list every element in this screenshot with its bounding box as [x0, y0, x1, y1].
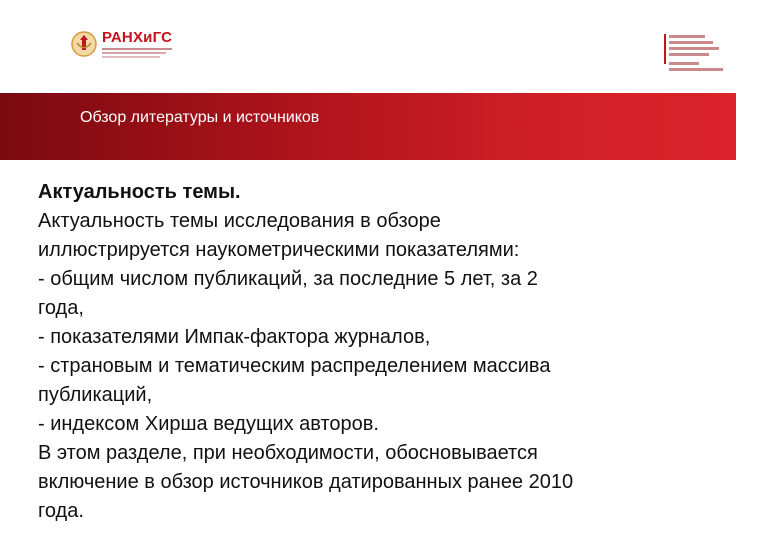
body-line: включение в обзор источников датированных ранее 2010: [38, 471, 574, 493]
body-line: года.: [38, 500, 84, 522]
logo-subtext-line: [102, 52, 166, 54]
logo-line: [669, 35, 705, 38]
body-line: иллюстрируется наукометрическими показателями:: [38, 239, 520, 261]
body-line: - показателями Импак-фактора журналов,: [38, 326, 431, 348]
slide-title: Обзор литературы и источников: [80, 109, 320, 126]
section-heading: Актуальность темы.: [38, 181, 241, 203]
body-line: - страновым и тематическим распределением массива: [38, 355, 551, 377]
ranepa-logo: [70, 30, 172, 58]
body-line: - общим числом публикаций, за последние 5 лет, за 2: [38, 268, 538, 290]
logo-lines: [669, 34, 723, 71]
logo-subtext-line: [102, 56, 160, 58]
body-line: В этом разделе, при необходимости, обосновывается: [38, 442, 538, 464]
body-line: - индексом Хирша ведущих авторов.: [38, 413, 379, 435]
logo-bar: [664, 34, 666, 64]
body-line: года,: [38, 297, 84, 319]
logo-line: [669, 68, 723, 71]
ranepa-emblem-icon: [70, 30, 98, 58]
logo-line: [669, 41, 713, 44]
logo-line: [669, 47, 719, 50]
logo-line: [669, 53, 709, 56]
slide-body: [38, 178, 738, 526]
body-line: публикаций,: [38, 384, 153, 406]
logo-brand-text: РАНХиГС: [102, 29, 173, 46]
logo-subtext-line: [102, 48, 172, 50]
body-line: Актуальность темы исследования в обзоре: [38, 210, 441, 232]
logo-line: [669, 62, 699, 65]
institute-logo-icon: [664, 34, 723, 71]
